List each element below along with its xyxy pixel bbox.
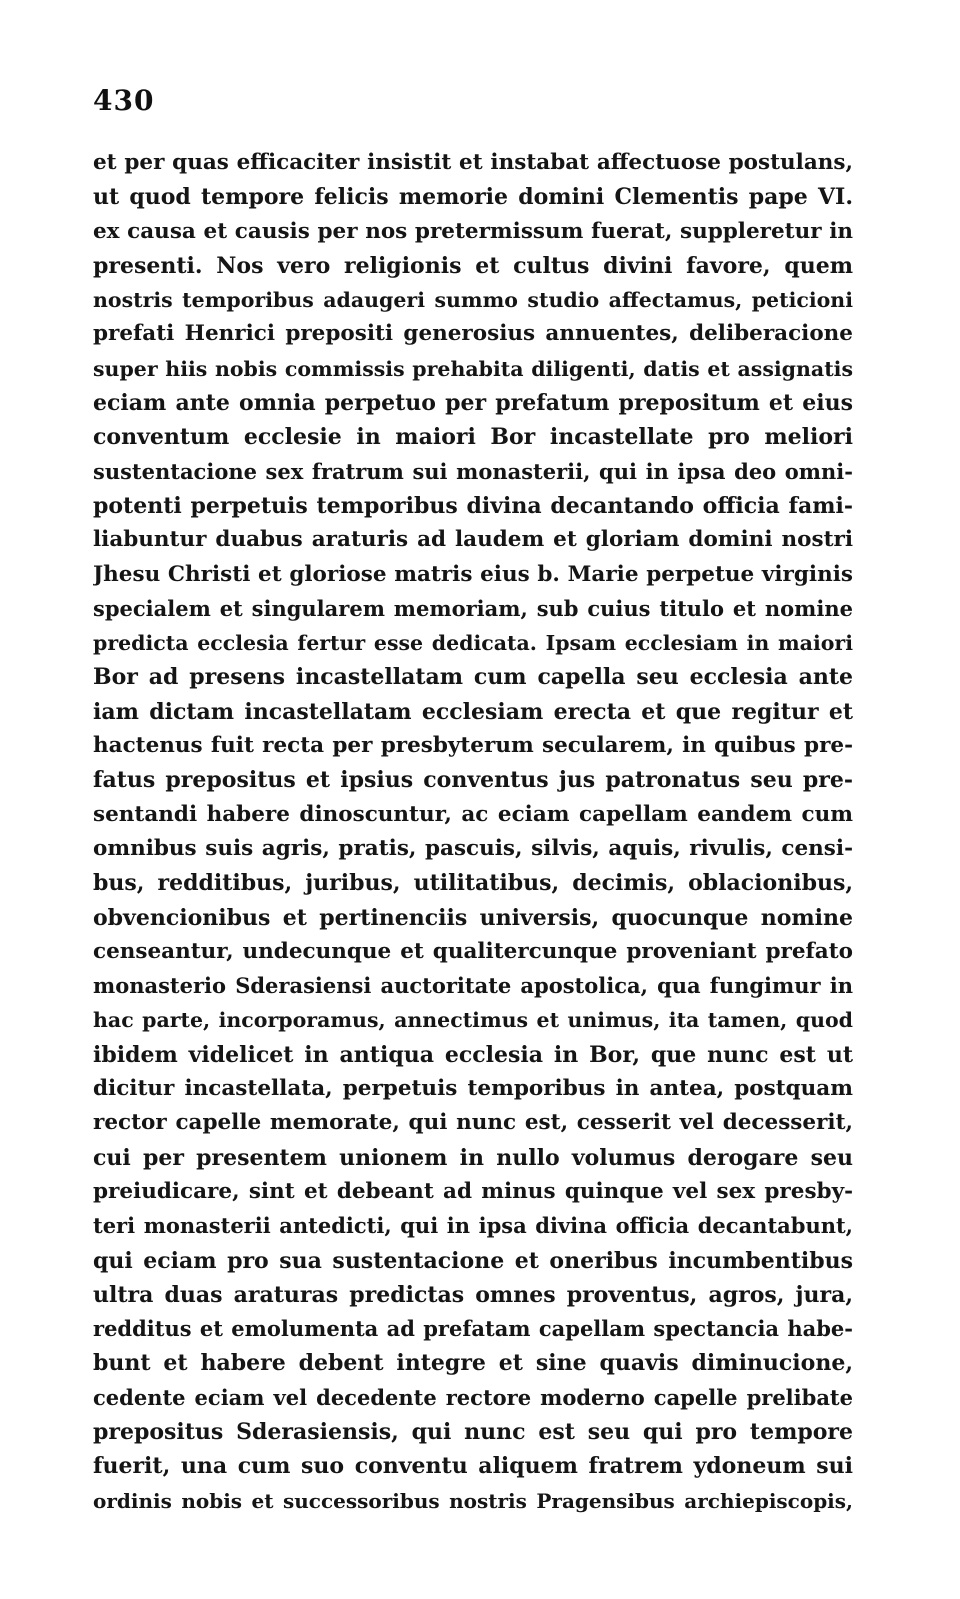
- text-line: hactenus fuit recta per presbyterum secularem, in quibus pre-: [93, 733, 853, 759]
- text-line: cui per presentem unionem in nullo volumus derogare seu: [93, 1144, 853, 1171]
- text-line: presenti. Nos vero religionis et cultus divini favore, quem: [93, 252, 853, 279]
- text-line: sustentacione sex fratrum sui monasterii, qui in ipsa deo omni-: [93, 458, 853, 484]
- text-line: super hiis nobis commissis prehabita diligenti, datis et assignatis: [93, 356, 853, 381]
- page-number: 430: [93, 84, 155, 117]
- text-line: potenti perpetuis temporibus divina decantando officia fami-: [93, 492, 853, 519]
- text-line: prepositus Sderasiensis, qui nunc est seu qui pro tempore: [93, 1418, 853, 1445]
- text-line: obvencionibus et pertinenciis universis, quocunque nomine: [93, 904, 853, 931]
- text-line: sentandi habere dinoscuntur, ac eciam capellam eandem cum: [93, 801, 853, 827]
- text-line: prefati Henrici prepositi generosius annuentes, deliberacione: [93, 321, 853, 347]
- text-line: censeantur, undecunque et qualitercunque proveniant prefato: [93, 938, 853, 964]
- text-line: fuerit, una cum suo conventu aliquem fratrem ydoneum sui: [93, 1453, 853, 1480]
- text-line: ut quod tempore felicis memorie domini Clementis pape VI.: [93, 184, 853, 211]
- text-line: nostris temporibus adaugeri summo studio affectamus, peticioni: [93, 288, 853, 313]
- text-line: cedente eciam vel decedente rectore moderno capelle prelibate: [93, 1384, 853, 1410]
- text-line: ex causa et causis per nos pretermissum fuerat, suppleretur in: [93, 218, 853, 244]
- text-line: preiudicare, sint et debeant ad minus quinque vel sex presby-: [93, 1178, 853, 1204]
- body-text: [93, 146, 853, 1518]
- text-line: specialem et singularem memoriam, sub cuius titulo et nomine: [93, 595, 853, 621]
- text-line: predicta ecclesia fertur esse dedicata. Ipsam ecclesiam in maiori: [93, 631, 853, 656]
- text-line: Bor ad presens incastellatam cum capella seu ecclesia ante: [93, 664, 853, 691]
- text-line: iam dictam incastellatam ecclesiam erecta et que regitur et: [93, 698, 853, 725]
- text-line: Jhesu Christi et gloriose matris eius b. Marie perpetue virginis: [93, 561, 853, 587]
- text-line: qui eciam pro sua sustentacione et oneribus incumbentibus: [93, 1247, 853, 1274]
- text-line: fatus prepositus et ipsius conventus jus patronatus seu pre-: [93, 767, 853, 794]
- text-line: redditus et emolumenta ad prefatam capellam spectancia habe-: [93, 1316, 853, 1342]
- text-line: rector capelle memorate, qui nunc est, cesserit vel decesserit,: [93, 1110, 853, 1136]
- text-line: eciam ante omnia perpetuo per prefatum prepositum et eius: [93, 390, 853, 417]
- text-line: ibidem videlicet in antiqua ecclesia in Bor, que nunc est ut: [93, 1041, 853, 1068]
- text-line: ultra duas araturas predictas omnes proventus, agros, jura,: [93, 1281, 853, 1308]
- text-line: ordinis nobis et successoribus nostris Pragensibus archiepiscopis,: [93, 1488, 853, 1513]
- text-line: teri monasterii antedicti, qui in ipsa divina officia decantabunt,: [93, 1213, 853, 1239]
- text-line: bus, redditibus, juribus, utilitatibus, decimis, oblacionibus,: [93, 870, 853, 897]
- text-line: omnibus suis agris, pratis, pascuis, silvis, aquis, rivulis, censi-: [93, 835, 853, 861]
- text-line: dicitur incastellata, perpetuis temporibus in antea, postquam: [93, 1076, 853, 1102]
- text-line: bunt et habere debent integre et sine quavis diminucione,: [93, 1350, 853, 1377]
- text-line: monasterio Sderasiensi auctoritate apostolica, qua fungimur in: [93, 973, 853, 999]
- text-line: et per quas efficaciter insistit et instabat affectuose postulans,: [93, 150, 853, 175]
- text-line: conventum ecclesie in maiori Bor incastellate pro meliori: [93, 424, 853, 451]
- text-line: hac parte, incorporamus, annectimus et unimus, ita tamen, quod: [93, 1008, 853, 1033]
- text-line: liabuntur duabus araturis ad laudem et gloriam domini nostri: [93, 527, 853, 553]
